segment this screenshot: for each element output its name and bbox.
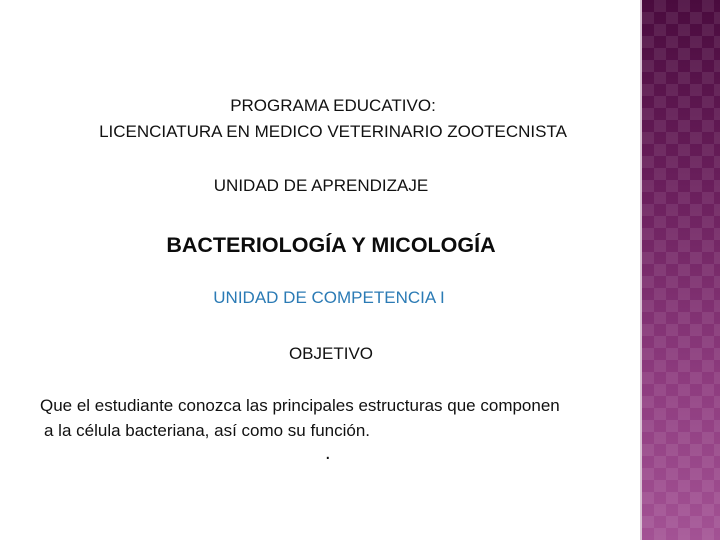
degree-name: LICENCIATURA EN MEDICO VETERINARIO ZOOTECNISTA bbox=[99, 122, 567, 141]
competence-unit-label: UNIDAD DE COMPETENCIA I bbox=[213, 288, 445, 307]
subject-title: BACTERIOLOGÍA Y MICOLOGÍA bbox=[166, 233, 496, 257]
objective-text-line-2: a la célula bacteriana, así como su función. bbox=[44, 421, 371, 440]
learning-unit-label: UNIDAD DE APRENDIZAJE bbox=[213, 176, 429, 195]
objective-text-line-1: Que el estudiante conozca las principales estructuras que componen bbox=[40, 396, 560, 415]
objective-heading: OBJETIVO bbox=[288, 344, 374, 363]
program-label: PROGRAMA EDUCATIVO: bbox=[230, 96, 436, 115]
decorative-sidebar bbox=[642, 0, 720, 540]
trailing-dot: . bbox=[325, 442, 331, 464]
